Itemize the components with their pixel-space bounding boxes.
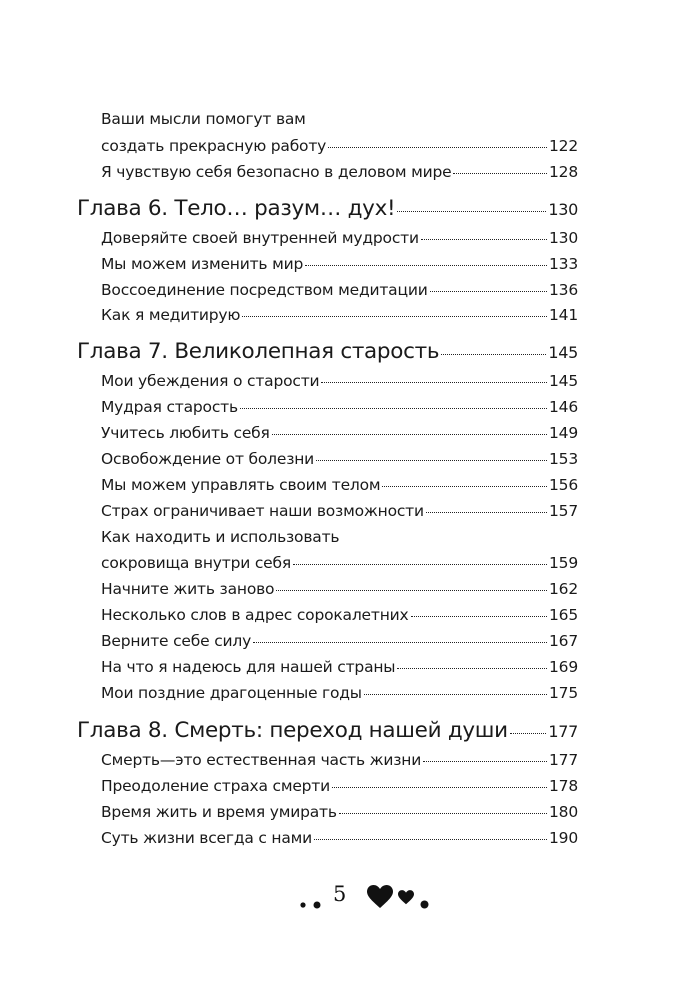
chapter-page: 130 <box>548 200 578 219</box>
dot-leader <box>314 839 547 840</box>
dot-leader <box>382 486 547 487</box>
toc-entry-title: Как находить и использовать <box>101 528 340 546</box>
toc-entry-title: Как я медитирую <box>101 306 241 324</box>
dot-leader <box>397 668 547 669</box>
heart-icon <box>367 885 393 909</box>
toc-entry-page: 175 <box>549 684 578 702</box>
toc-entry-page: 145 <box>549 372 578 390</box>
dot-icon <box>420 900 429 909</box>
toc-entry-page: 130 <box>549 229 578 247</box>
dot-leader <box>242 316 547 317</box>
toc-entry[interactable] <box>101 580 578 598</box>
toc-entry[interactable] <box>101 281 578 299</box>
dot-leader <box>421 239 547 240</box>
toc-entry-title: Учитесь любить себя <box>101 424 270 442</box>
chapter-title: Глава 6. Тело… разум… дух! <box>77 196 396 221</box>
toc-entry-title: Мои убеждения о старости <box>101 372 320 390</box>
toc-entry-title: Освобождение от болезни <box>101 450 315 468</box>
dot-leader <box>510 733 547 734</box>
dot-leader <box>441 354 546 355</box>
toc-entry-line <box>101 528 339 546</box>
page-number: 5 <box>333 882 347 906</box>
dot-icon <box>300 902 306 908</box>
dot-leader <box>321 382 547 383</box>
toc-entry-page: 128 <box>549 163 578 181</box>
toc-entry-title: Преодоление страха смерти <box>101 777 331 795</box>
toc-entry[interactable] <box>101 658 578 676</box>
toc-entry[interactable] <box>101 372 578 390</box>
toc-entry-title: Страх ограничивает наши возможности <box>101 502 424 520</box>
toc-entry-line <box>101 110 306 128</box>
toc-entry-page: 162 <box>549 580 578 598</box>
toc-entry-title: Несколько слов в адрес сорокалетних <box>101 606 409 624</box>
toc-entry-title: Ваши мысли помогут вам <box>101 110 306 128</box>
toc-entry-page: 133 <box>549 255 578 273</box>
dot-leader <box>293 564 547 565</box>
toc-entry-page: 153 <box>549 450 578 468</box>
toc-entry[interactable] <box>101 137 578 155</box>
toc-entry-page: 178 <box>549 777 578 795</box>
toc-entry[interactable] <box>101 751 578 769</box>
toc-entry-page: 190 <box>549 829 578 847</box>
dot-leader <box>339 813 547 814</box>
toc-entry-title: Смерть—это естественная часть жизни <box>101 751 422 769</box>
dot-leader <box>423 761 547 762</box>
toc-chapter-heading[interactable] <box>77 339 578 364</box>
toc-entry[interactable] <box>101 803 578 821</box>
toc-entry-title: Суть жизни всегда с нами <box>101 829 313 847</box>
toc-entry[interactable] <box>101 229 578 247</box>
toc-entry[interactable] <box>101 777 578 795</box>
chapter-title: Глава 7. Великолепная старость <box>77 339 440 364</box>
toc-entry[interactable] <box>101 684 578 702</box>
dot-leader <box>397 211 546 212</box>
toc-entry-title: Время жить и время умирать <box>101 803 337 821</box>
heart-icon <box>398 890 414 905</box>
dot-leader <box>332 787 547 788</box>
toc-entry-title: Верните себе силу <box>101 632 252 650</box>
toc-entry-page: 180 <box>549 803 578 821</box>
toc-entry-page: 136 <box>549 281 578 299</box>
dot-leader <box>430 291 547 292</box>
toc-entry[interactable] <box>101 163 578 181</box>
toc-entry-title: Мы можем изменить мир <box>101 255 304 273</box>
toc-entry-page: 156 <box>549 476 578 494</box>
dot-icon <box>313 901 321 909</box>
toc-entry-page: 165 <box>549 606 578 624</box>
toc-entry[interactable] <box>101 554 578 572</box>
toc-entry-title: Я чувствую себя безопасно в деловом мире <box>101 163 452 181</box>
toc-chapter-heading[interactable] <box>77 718 578 743</box>
dot-leader <box>328 147 547 148</box>
toc-entry-page: 177 <box>549 751 578 769</box>
dot-leader <box>272 434 547 435</box>
toc-entry-page: 141 <box>549 306 578 324</box>
toc-chapter-heading[interactable] <box>77 196 578 221</box>
dot-leader <box>305 265 547 266</box>
toc-entry-page: 169 <box>549 658 578 676</box>
toc-entry[interactable] <box>101 476 578 494</box>
dot-leader <box>240 408 547 409</box>
dot-leader <box>411 616 548 617</box>
toc-entry-page: 146 <box>549 398 578 416</box>
dot-leader <box>253 642 547 643</box>
page-footer <box>0 880 686 920</box>
toc-entry-title: Мы можем управлять своим телом <box>101 476 381 494</box>
toc-entry[interactable] <box>101 829 578 847</box>
toc-entry-page: 159 <box>549 554 578 572</box>
toc-entry-title: Воссоединение посредством медитации <box>101 281 428 299</box>
toc-entry-title: Начните жить заново <box>101 580 275 598</box>
dot-leader <box>364 694 547 695</box>
toc-entry[interactable] <box>101 398 578 416</box>
toc-entry-title: На что я надеюсь для нашей страны <box>101 658 396 676</box>
toc-entry[interactable] <box>101 424 578 442</box>
toc-entry-page: 149 <box>549 424 578 442</box>
toc-entry-page: 167 <box>549 632 578 650</box>
toc-entry-page: 122 <box>549 137 578 155</box>
toc-entry[interactable] <box>101 606 578 624</box>
toc-entry[interactable] <box>101 255 578 273</box>
dot-leader <box>453 173 547 174</box>
toc-entry[interactable] <box>101 632 578 650</box>
dot-leader <box>426 512 547 513</box>
chapter-page: 145 <box>548 343 578 362</box>
toc-entry-page: 157 <box>549 502 578 520</box>
toc-entry-title: Мудрая старость <box>101 398 238 416</box>
toc-entry-title: Мои поздние драгоценные годы <box>101 684 362 702</box>
toc-entry[interactable] <box>101 450 578 468</box>
dot-leader <box>316 460 547 461</box>
toc-entry-title: Доверяйте своей внутренней мудрости <box>101 229 419 247</box>
chapter-page: 177 <box>548 722 578 741</box>
toc-entry-title: создать прекрасную работу <box>101 137 327 155</box>
toc-entry-title: сокровища внутри себя <box>101 554 291 572</box>
toc-entry[interactable] <box>101 502 578 520</box>
chapter-title: Глава 8. Смерть: переход нашей души <box>77 718 508 743</box>
toc-entry[interactable] <box>101 306 578 324</box>
dot-leader <box>276 590 547 591</box>
